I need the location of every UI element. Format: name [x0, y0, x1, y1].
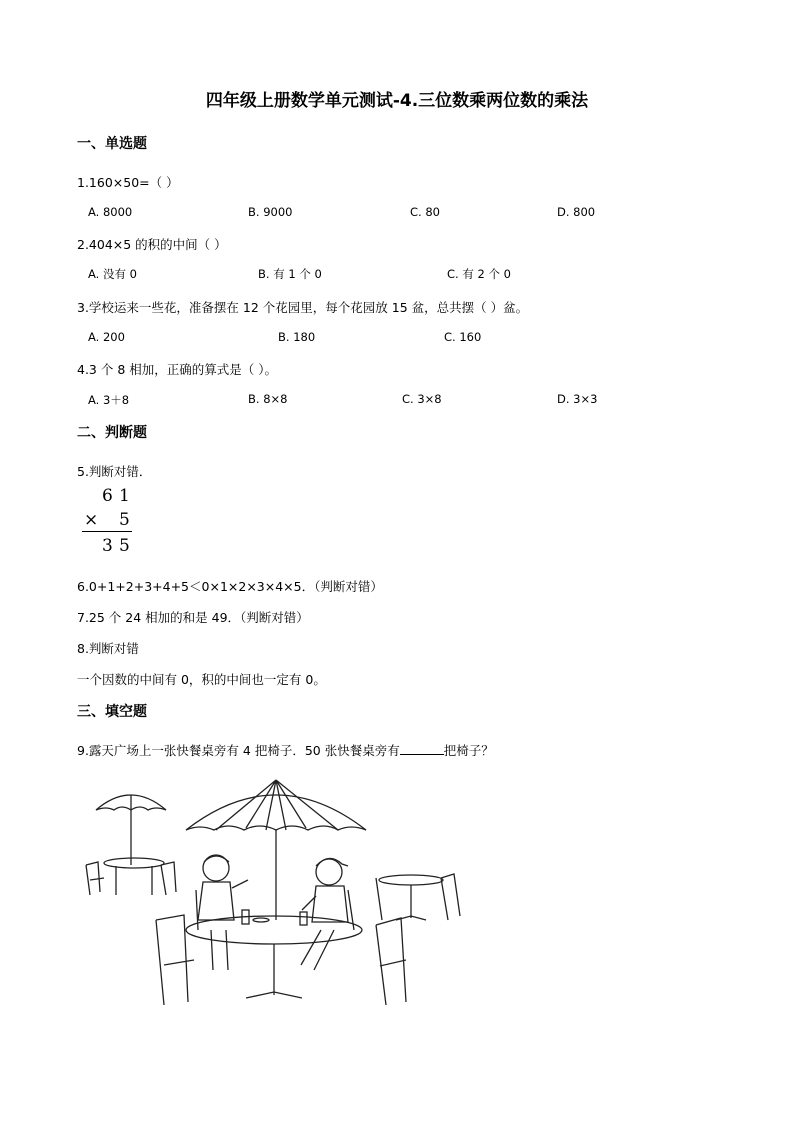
- person-left: [198, 855, 248, 970]
- calc-digit: 1: [119, 486, 130, 506]
- question-8: 8.判断对错: [77, 641, 139, 656]
- calc-digit: 5: [119, 536, 130, 556]
- answer-blank: [400, 742, 444, 755]
- question-5: 5.判断对错．: [77, 464, 152, 479]
- calc-digit: 3: [102, 536, 113, 556]
- question-1: 1.160×50=（ ）: [77, 175, 179, 190]
- question-8-statement: 一个因数的中间有 0，积的中间也一定有 0。: [77, 672, 326, 687]
- q4-option-a: A. 3＋8: [88, 393, 130, 407]
- calc-result-row: [82, 536, 132, 558]
- small-table-right: [376, 874, 460, 920]
- question-4: 4.3 个 8 相加，正确的算式是（ ）。: [77, 362, 277, 377]
- section-heading-single-choice: 一、单选题: [77, 136, 147, 152]
- question-7: 7.25 个 24 相加的和是 49．（判断对错）: [77, 610, 309, 625]
- big-umbrella: [186, 780, 366, 920]
- q2-option-c: C. 有 2 个 0: [447, 267, 511, 281]
- calc-multiplicand-row: [82, 486, 132, 508]
- question-2: 2.404×5 的积的中间（ ）: [77, 237, 227, 252]
- question-3: 3.学校运来一些花，准备摆在 12 个花园里，每个花园放 15 盆，总共摆（ ）盆。: [77, 300, 529, 315]
- q2-option-a: A. 没有 0: [88, 267, 137, 281]
- main-chairs: [156, 890, 406, 1005]
- q2-option-b: B. 有 1 个 0: [258, 267, 322, 281]
- question-9-text-after: 把椅子？: [443, 743, 494, 758]
- page-title: 四年级上册数学单元测试-4.三位数乘两位数的乘法: [205, 91, 589, 111]
- q4-option-b: B. 8×8: [248, 392, 288, 406]
- q3-option-b: B. 180: [278, 330, 316, 344]
- q1-option-d: D. 800: [557, 205, 596, 219]
- q4-option-c: C. 3×8: [402, 392, 442, 406]
- calc-digit: 6: [102, 486, 113, 506]
- q3-option-a: A. 200: [88, 330, 125, 344]
- small-umbrella-left: [96, 795, 166, 895]
- q4-option-d: D. 3×3: [557, 392, 598, 406]
- calc-divider-line: [82, 531, 132, 532]
- question-9: [77, 741, 494, 759]
- question-9-text-before: 9.露天广场上一张快餐桌旁有 4 把椅子．50 张快餐桌旁有: [77, 743, 400, 758]
- section-heading-true-false: 二、判断题: [77, 425, 147, 441]
- q1-option-a: A. 8000: [88, 205, 133, 219]
- calc-digit: 5: [119, 510, 130, 530]
- calc-multiplier-row: [82, 510, 132, 532]
- q1-option-b: B. 9000: [248, 205, 293, 219]
- person-right: [301, 858, 348, 970]
- section-heading-fill-in: 三、填空题: [77, 704, 147, 720]
- small-chairs-left: [86, 862, 176, 895]
- cafe-tables-illustration: [76, 770, 476, 1020]
- calc-operator: ×: [84, 510, 99, 530]
- q1-option-c: C. 80: [410, 205, 440, 219]
- question-6: 6.0+1+2+3+4+5＜0×1×2×3×4×5．（判断对错）: [77, 579, 383, 594]
- q3-option-c: C. 160: [444, 330, 482, 344]
